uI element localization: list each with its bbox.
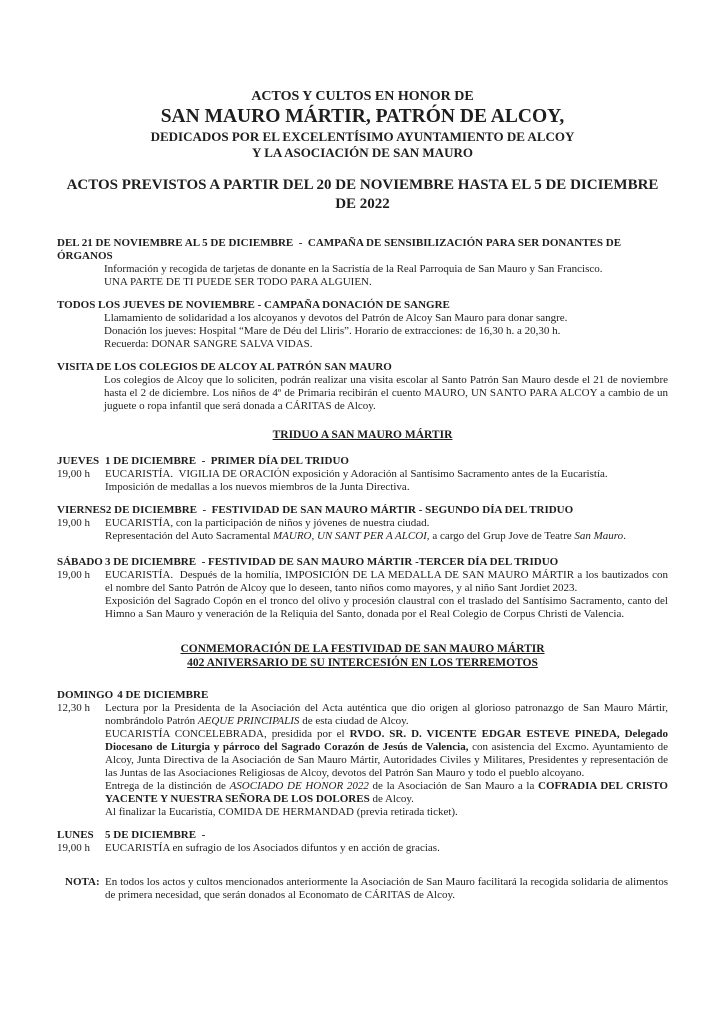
event-day: LUNES xyxy=(57,829,94,841)
nota-paragraphs xyxy=(105,876,671,902)
text-run: EUCARISTÍA, con la participación de niños y jóvenes de nuestra ciudad. xyxy=(105,517,430,529)
paragraph xyxy=(105,728,671,780)
text-run: Recuerda: DONAR SANGRE SALVA VIDAS. xyxy=(104,338,313,350)
event-title: 1 DE DICIEMBRE - PRIMER DÍA DEL TRIDUO xyxy=(105,455,349,467)
event-day: JUEVES xyxy=(57,455,100,467)
nota-row xyxy=(57,876,671,902)
text-run: EUCARISTÍA. VIGILIA DE ORACIÓN exposición y Adoración al Santísimo Sacramento antes de la Eucaristía. xyxy=(105,468,608,480)
event-body-row xyxy=(57,569,671,621)
conmemoracion-heading-line1: CONMEMORACIÓN DE LA FESTIVIDAD DE SAN MAURO MÁRTIR xyxy=(180,643,545,655)
event-day: SÁBADO xyxy=(57,556,103,568)
text-run: En todos los actos y cultos mencionados anteriormente la Asociación de San Mauro facilitará la recogida solidaria de alimentos de primera necesidad, que serán donados al Economato de CÁRITAS de Alcoy. xyxy=(105,876,671,901)
paragraph xyxy=(104,374,671,413)
campaign-body xyxy=(104,374,671,413)
header-association-line: Y LA ASOCIACIÓN DE SAN MAURO xyxy=(252,145,473,160)
paragraph xyxy=(105,780,671,806)
paragraph xyxy=(105,517,668,530)
event-day: DOMINGO xyxy=(57,689,114,701)
paragraph xyxy=(104,312,668,325)
italic-text-run: ASOCIADO DE HONOR 2022 xyxy=(229,780,369,792)
event-body-row xyxy=(57,468,668,494)
event-paragraphs xyxy=(105,702,671,819)
event-time: 19,00 h xyxy=(57,517,90,529)
nota-label: NOTA: xyxy=(65,876,100,888)
section-campaign-donacion-sangre xyxy=(57,299,668,351)
text-run: UNA PARTE DE TI PUEDE SER TODO PARA ALGUIEN. xyxy=(104,276,372,288)
text-run: con asistencia del Excmo. Ayuntamiento de Alcoy, Junta Directiva de la Asociación de San Mauro Mártir, Autoridades Civiles y Militares, Presidentes y representación de las Juntas de las Asociaciones Religiosas de Alcoy, devotos del Patrón San Mauro y todo el pueblo alcoyano. xyxy=(105,741,671,779)
text-run: Información y recogida de tarjetas de donante en la Sacristía de la Real Parroquia de San Mauro y San Francisco. xyxy=(104,263,603,275)
campaign-body xyxy=(104,312,668,351)
event-body-row xyxy=(57,842,668,855)
event-time: 19,00 h xyxy=(57,468,90,480)
text-run: Los colegios de Alcoy que lo soliciten, podrán realizar una visita escolar al Santo Patrón San Mauro desde el 21 de noviembre hasta el 2 de diciembre. Los niños de 4º de Primaria recibirán el cuento MAURO, UN SANTO PARA ALCOY a cambio de un juguete o ropa infantil que será donada a CÁRITAS de Alcoy. xyxy=(104,374,671,412)
paragraph xyxy=(105,468,668,481)
paragraph xyxy=(104,338,668,351)
document-header xyxy=(57,88,668,214)
paragraph xyxy=(105,530,668,543)
text-run: a cargo del Grup Jove de Teatre xyxy=(429,530,575,542)
paragraph xyxy=(105,569,671,595)
event-title: 5 DE DICIEMBRE - xyxy=(105,829,206,841)
text-run: Representación del Auto Sacramental xyxy=(105,530,273,542)
italic-text-run: AEQUE PRINCIPALIS xyxy=(197,715,300,727)
paragraph xyxy=(105,595,671,621)
text-run: EUCARISTÍA. Después de la homilía, IMPOSICIÓN DE LA MEDALLA DE SAN MAURO MÁRTIR a los bautizados con el nombre del Santo Patrón de Alcoy que lo deseen, tanto niños como mayores, y al niño Sant Jordiet 2023. xyxy=(105,569,671,594)
bold-text-run: COFRADIA DEL CRISTO YACENTE Y NUESTRA SEÑORA DE LOS DOLORES xyxy=(105,780,671,805)
event-viernes-2-diciembre xyxy=(57,504,668,543)
text-run: Al finalizar la Eucaristía, COMIDA DE HERMANDAD (previa retirada ticket). xyxy=(105,806,458,818)
paragraph xyxy=(105,481,668,494)
document-body xyxy=(57,237,671,902)
section-visita-colegios xyxy=(57,361,671,413)
campaign-heading: DEL 21 DE NOVIEMBRE AL 5 DE DICIEMBRE - CAMPAÑA DE SENSIBILIZACIÓN PARA SER DONANTES DE ÓRGANOS xyxy=(57,237,624,262)
paragraph xyxy=(105,876,671,902)
section-campaign-donantes-organos xyxy=(57,237,668,289)
text-run: Exposición del Sagrado Copón en el tronco del olivo y procesión claustral con el traslado del Santísimo Sacramento, canto del Himno a San Mauro y veneración de la Reliquia del Santo, donada por el Real Colegio de Corpus Christi de Valencia. xyxy=(105,595,671,620)
event-time: 12,30 h xyxy=(57,702,90,714)
date-range-subtitle: ACTOS PREVISTOS A PARTIR DEL 20 DE NOVIEMBRE HASTA EL 5 DE DICIEMBRE DE 2022 xyxy=(66,177,659,212)
campaign-body xyxy=(104,263,668,289)
campaign-heading: TODOS LOS JUEVES DE NOVIEMBRE - CAMPAÑA DONACIÓN DE SANGRE xyxy=(57,299,450,311)
paragraph xyxy=(105,842,668,855)
event-heading-row xyxy=(57,829,668,842)
text-run: Llamamiento de solidaridad a los alcoyanos y devotos del Patrón de Alcoy San Mauro para donar sangre. xyxy=(104,312,568,324)
campaign-heading: VISITA DE LOS COLEGIOS DE ALCOY AL PATRÓN SAN MAURO xyxy=(57,361,392,373)
paragraph xyxy=(104,276,668,289)
event-time: 19,00 h xyxy=(57,842,90,854)
event-title: 4 DE DICIEMBRE xyxy=(117,689,209,701)
event-paragraphs xyxy=(105,468,668,494)
event-domingo-4-diciembre xyxy=(57,689,671,819)
event-lunes-5-diciembre xyxy=(57,829,668,855)
triduo-section-heading xyxy=(57,429,668,442)
event-jueves-1-diciembre xyxy=(57,455,668,494)
page-title: SAN MAURO MÁRTIR, PATRÓN DE ALCOY, xyxy=(160,106,565,127)
text-run: EUCARISTÍA en sufragio de los Asociados difuntos y en acción de gracias. xyxy=(105,842,440,854)
event-paragraphs xyxy=(105,517,668,543)
text-run: de esta ciudad de Alcoy. xyxy=(299,715,409,727)
event-title: 2 DE DICIEMBRE - FESTIVIDAD DE SAN MAURO MÁRTIR - SEGUNDO DÍA DEL TRIDUO xyxy=(105,504,574,516)
bold-text-run: RVDO. SR. D. VICENTE EDGAR ESTEVE PINEDA, Delegado Diocesano de Liturgia y párroco del Sagrado Corazón de Jesús de Valencia, xyxy=(105,728,671,753)
triduo-heading-text: TRIDUO A SAN MAURO MÁRTIR xyxy=(272,429,453,441)
event-body-row xyxy=(57,702,671,819)
text-run: Imposición de medallas a los nuevos miembros de la Junta Directiva. xyxy=(105,481,410,493)
event-heading-row xyxy=(57,556,668,569)
text-run: de Alcoy. xyxy=(369,793,414,805)
text-run: Entrega de la distinción de xyxy=(105,780,230,792)
event-heading-row xyxy=(57,689,668,702)
conmemoracion-section-heading xyxy=(57,642,668,670)
event-body-row xyxy=(57,517,668,543)
text-run: Donación los jueves: Hospital “Mare de Déu del Lliris”. Horario de extracciones: de 16,30 h. a 20,30 h. xyxy=(104,325,561,337)
event-paragraphs xyxy=(105,842,668,855)
paragraph xyxy=(105,806,668,819)
header-dedication-line: DEDICADOS POR EL EXCELENTÍSIMO AYUNTAMIENTO DE ALCOY xyxy=(150,129,575,144)
event-paragraphs xyxy=(105,569,671,621)
text-run: . xyxy=(623,530,626,542)
event-heading-row xyxy=(57,455,668,468)
conmemoracion-heading-line2: 402 ANIVERSARIO DE SU INTERCESIÓN EN LOS TERREMOTOS xyxy=(187,657,538,669)
text-run: Lectura por la Presidenta de la Asociación del Acta auténtica que dio origen al glorioso patronazgo de San Mauro Mártir, nombrándolo Patrón xyxy=(105,702,671,727)
event-heading-row xyxy=(57,504,668,517)
text-run: EUCARISTÍA CONCELEBRADA, presidida por el xyxy=(105,728,350,740)
text-run: de la Asociación de San Mauro a la xyxy=(368,780,539,792)
italic-text-run: San Mauro xyxy=(574,530,624,542)
italic-text-run: MAURO, UN SANT PER A ALCOI, xyxy=(273,530,430,542)
event-day: VIERNES xyxy=(57,504,106,516)
nota-section xyxy=(57,876,671,902)
event-title: 3 DE DICIEMBRE - FESTIVIDAD DE SAN MAURO MÁRTIR -TERCER DÍA DEL TRIDUO xyxy=(105,556,559,568)
paragraph xyxy=(104,263,668,276)
event-sabado-3-diciembre xyxy=(57,556,671,621)
paragraph xyxy=(105,702,671,728)
event-time: 19,00 h xyxy=(57,569,90,581)
header-pretitle: ACTOS Y CULTOS EN HONOR DE xyxy=(251,89,474,104)
paragraph xyxy=(104,325,668,338)
